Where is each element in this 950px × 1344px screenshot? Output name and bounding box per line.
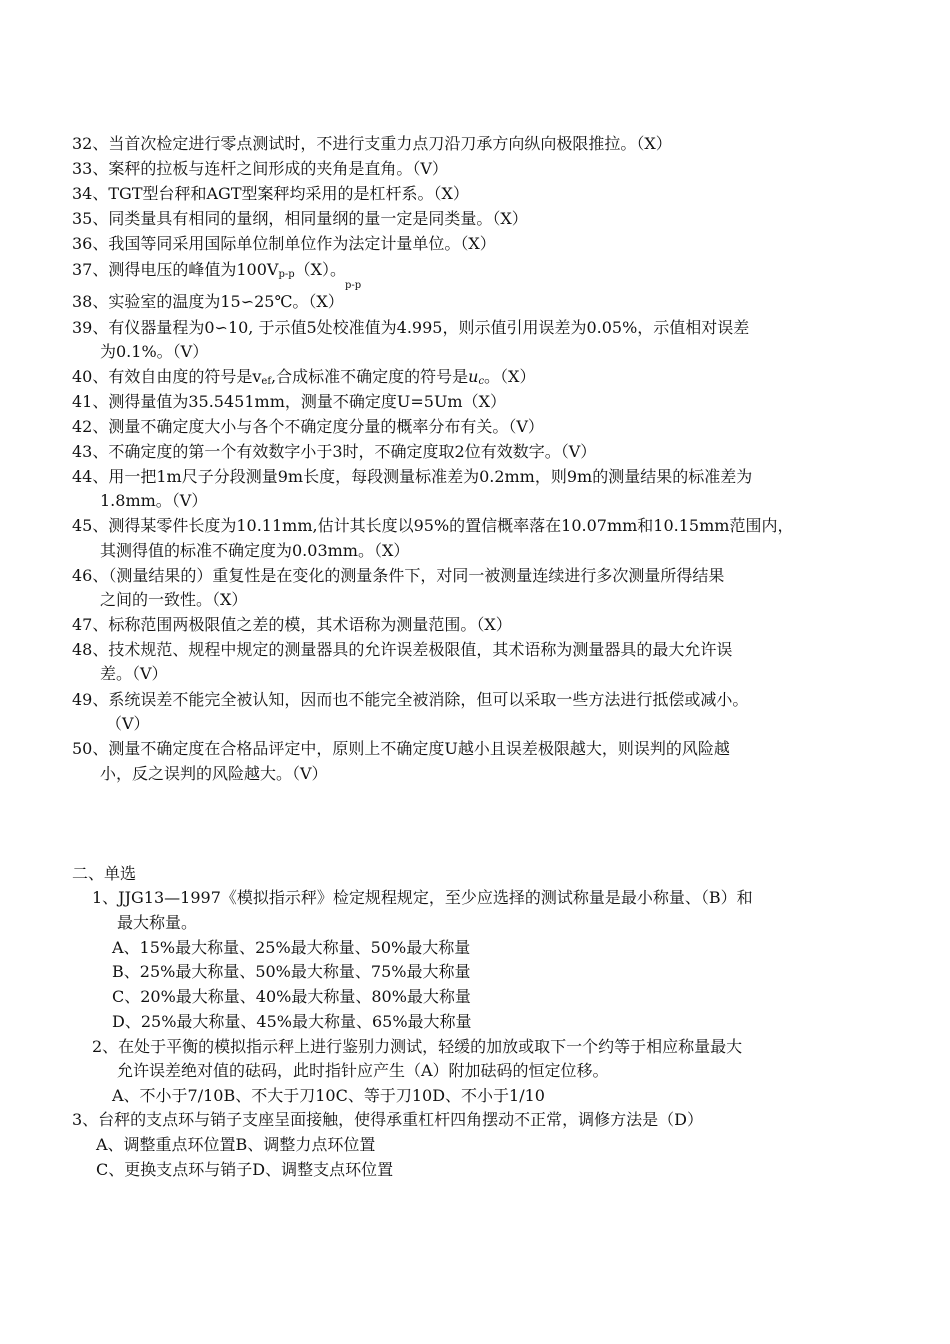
tf-item-39-line2: 为0.1%。（V） [100, 342, 209, 361]
tf-item-37-note: p-p [345, 280, 362, 291]
tf-item-40-symbol: u [468, 367, 479, 386]
tf-item-43: 43、不确定度的第一个有效数字小于3时，不确定度取2位有效数字。（V） [72, 442, 597, 461]
mc-item-1-option-b: B、25%最大称量、50%最大称量、75%最大称量 [112, 962, 471, 981]
tf-item-50-line1: 50、测量不确定度在合格品评定中，原则上不确定度U越小且误差极限越大，则误判的风险越 [72, 739, 730, 758]
tf-item-36: 36、我国等同采用国际单位制单位作为法定计量单位。（X） [72, 234, 496, 253]
tf-item-40-subscript: ef [261, 376, 272, 387]
tf-item-33: 33、案秤的拉板与连杆之间形成的夹角是直角。（V） [72, 159, 448, 178]
mc-item-1-option-d: D、25%最大称量、45%最大称量、65%最大称量 [112, 1012, 472, 1031]
tf-item-37 [72, 260, 346, 282]
mc-item-2-options: A、不小于7/10B、不大于刀10C、等于刀10D、不小于1/10 [112, 1086, 545, 1105]
tf-item-48-line2: 差。（V） [100, 664, 168, 683]
tf-item-40-answer: 。（X） [484, 367, 536, 386]
tf-item-40-text: 40、有效自由度的符号是v [72, 367, 262, 386]
tf-item-40-mid: ,合成标准不确定度的符号是 [271, 367, 469, 386]
mc-item-2-line2: 允许误差绝对值的砝码，此时指针应产生（A）附加砝码的恒定位移。 [117, 1061, 609, 1080]
section-title: 二、单选 [72, 864, 137, 883]
tf-item-35: 35、同类量具有相同的量纲，相同量纲的量一定是同类量。（X） [72, 209, 528, 228]
tf-item-39-line1: 39、有仪器量程为0∽10, 于示值5处校准值为4.995，则示值引用误差为0.05%，示值相对误差 [72, 318, 750, 337]
tf-item-46-line1: 46、（测量结果的）重复性是在变化的测量条件下，对同一被测量连续进行多次测量所得结果 [72, 566, 725, 585]
tf-item-44-line2: 1.8mm。（V） [100, 491, 208, 510]
tf-item-49-line2: （V） [106, 714, 150, 733]
tf-item-48-line1: 48、技术规范、规程中规定的测量器具的允许误差极限值，其术语称为测量器具的最大允许误 [72, 640, 733, 659]
tf-item-37-subscript: p-p [278, 269, 295, 280]
tf-item-37-text: 37、测得电压的峰值为100V [72, 260, 279, 279]
mc-item-1-line1: 1、JJG13—1997《模拟指示秤》检定规程规定，至少应选择的测试称量是最小称量、（B）和 [92, 888, 753, 907]
tf-item-38: 38、实验室的温度为15∽25℃。（X） [72, 292, 344, 311]
mc-item-3-line1: 3、台秤的支点环与销子支座呈面接触，使得承重杠杆四角摆动不正常，调修方法是（D） [72, 1110, 704, 1129]
mc-item-1-option-c: C、20%最大称量、40%最大称量、80%最大称量 [112, 987, 471, 1006]
tf-item-32: 32、当首次检定进行零点测试时，不进行支重力点刀沿刀承方向纵向极限推拉。（X） [72, 134, 672, 153]
tf-item-40 [72, 367, 535, 389]
tf-item-47: 47、标称范围两极限值之差的模，其术语称为测量范围。（X） [72, 615, 512, 634]
tf-item-44-line1: 44、用一把1m尺子分段测量9m长度，每段测量标准差为0.2mm，则9m的测量结果的标准差为 [72, 467, 753, 486]
mc-item-3-options-ab: A、调整重点环位置B、调整力点环位置 [96, 1135, 376, 1154]
mc-item-1-line2: 最大称量。 [117, 913, 198, 932]
tf-item-40-symbol-subscript: c [478, 376, 485, 387]
mc-item-2-line1: 2、在处于平衡的模拟指示秤上进行鉴别力测试，轻缓的加放或取下一个约等于相应称量最大 [92, 1037, 743, 1056]
tf-item-50-line2: 小，反之误判的风险越大。（V） [100, 764, 328, 783]
mc-item-3-options-cd: C、更换支点环与销子D、调整支点环位置 [96, 1160, 394, 1179]
tf-item-41: 41、测得量值为35.5451mm，测量不确定度U=5Um（X） [72, 392, 506, 411]
tf-item-37-answer: （X）。 [294, 260, 347, 279]
tf-item-34: 34、TGT型台秤和AGT型案秤均采用的是杠杆系。（X） [72, 184, 469, 203]
tf-item-45-line1: 45、测得某零件长度为10.11mm,估计其长度以95%的置信概率落在10.07mm和10.15mm范围内， [72, 516, 794, 535]
mc-item-1-option-a: A、15%最大称量、25%最大称量、50%最大称量 [112, 938, 471, 957]
tf-item-49-line1: 49、系统误差不能完全被认知，因而也不能完全被消除，但可以采取一些方法进行抵偿或减小。 [72, 690, 749, 709]
tf-item-45-line2: 其测得值的标准不确定度为0.03mm。（X） [100, 541, 410, 560]
tf-item-42: 42、测量不确定度大小与各个不确定度分量的概率分布有关。（V） [72, 417, 544, 436]
tf-item-46-line2: 之间的一致性。（X） [100, 590, 248, 609]
